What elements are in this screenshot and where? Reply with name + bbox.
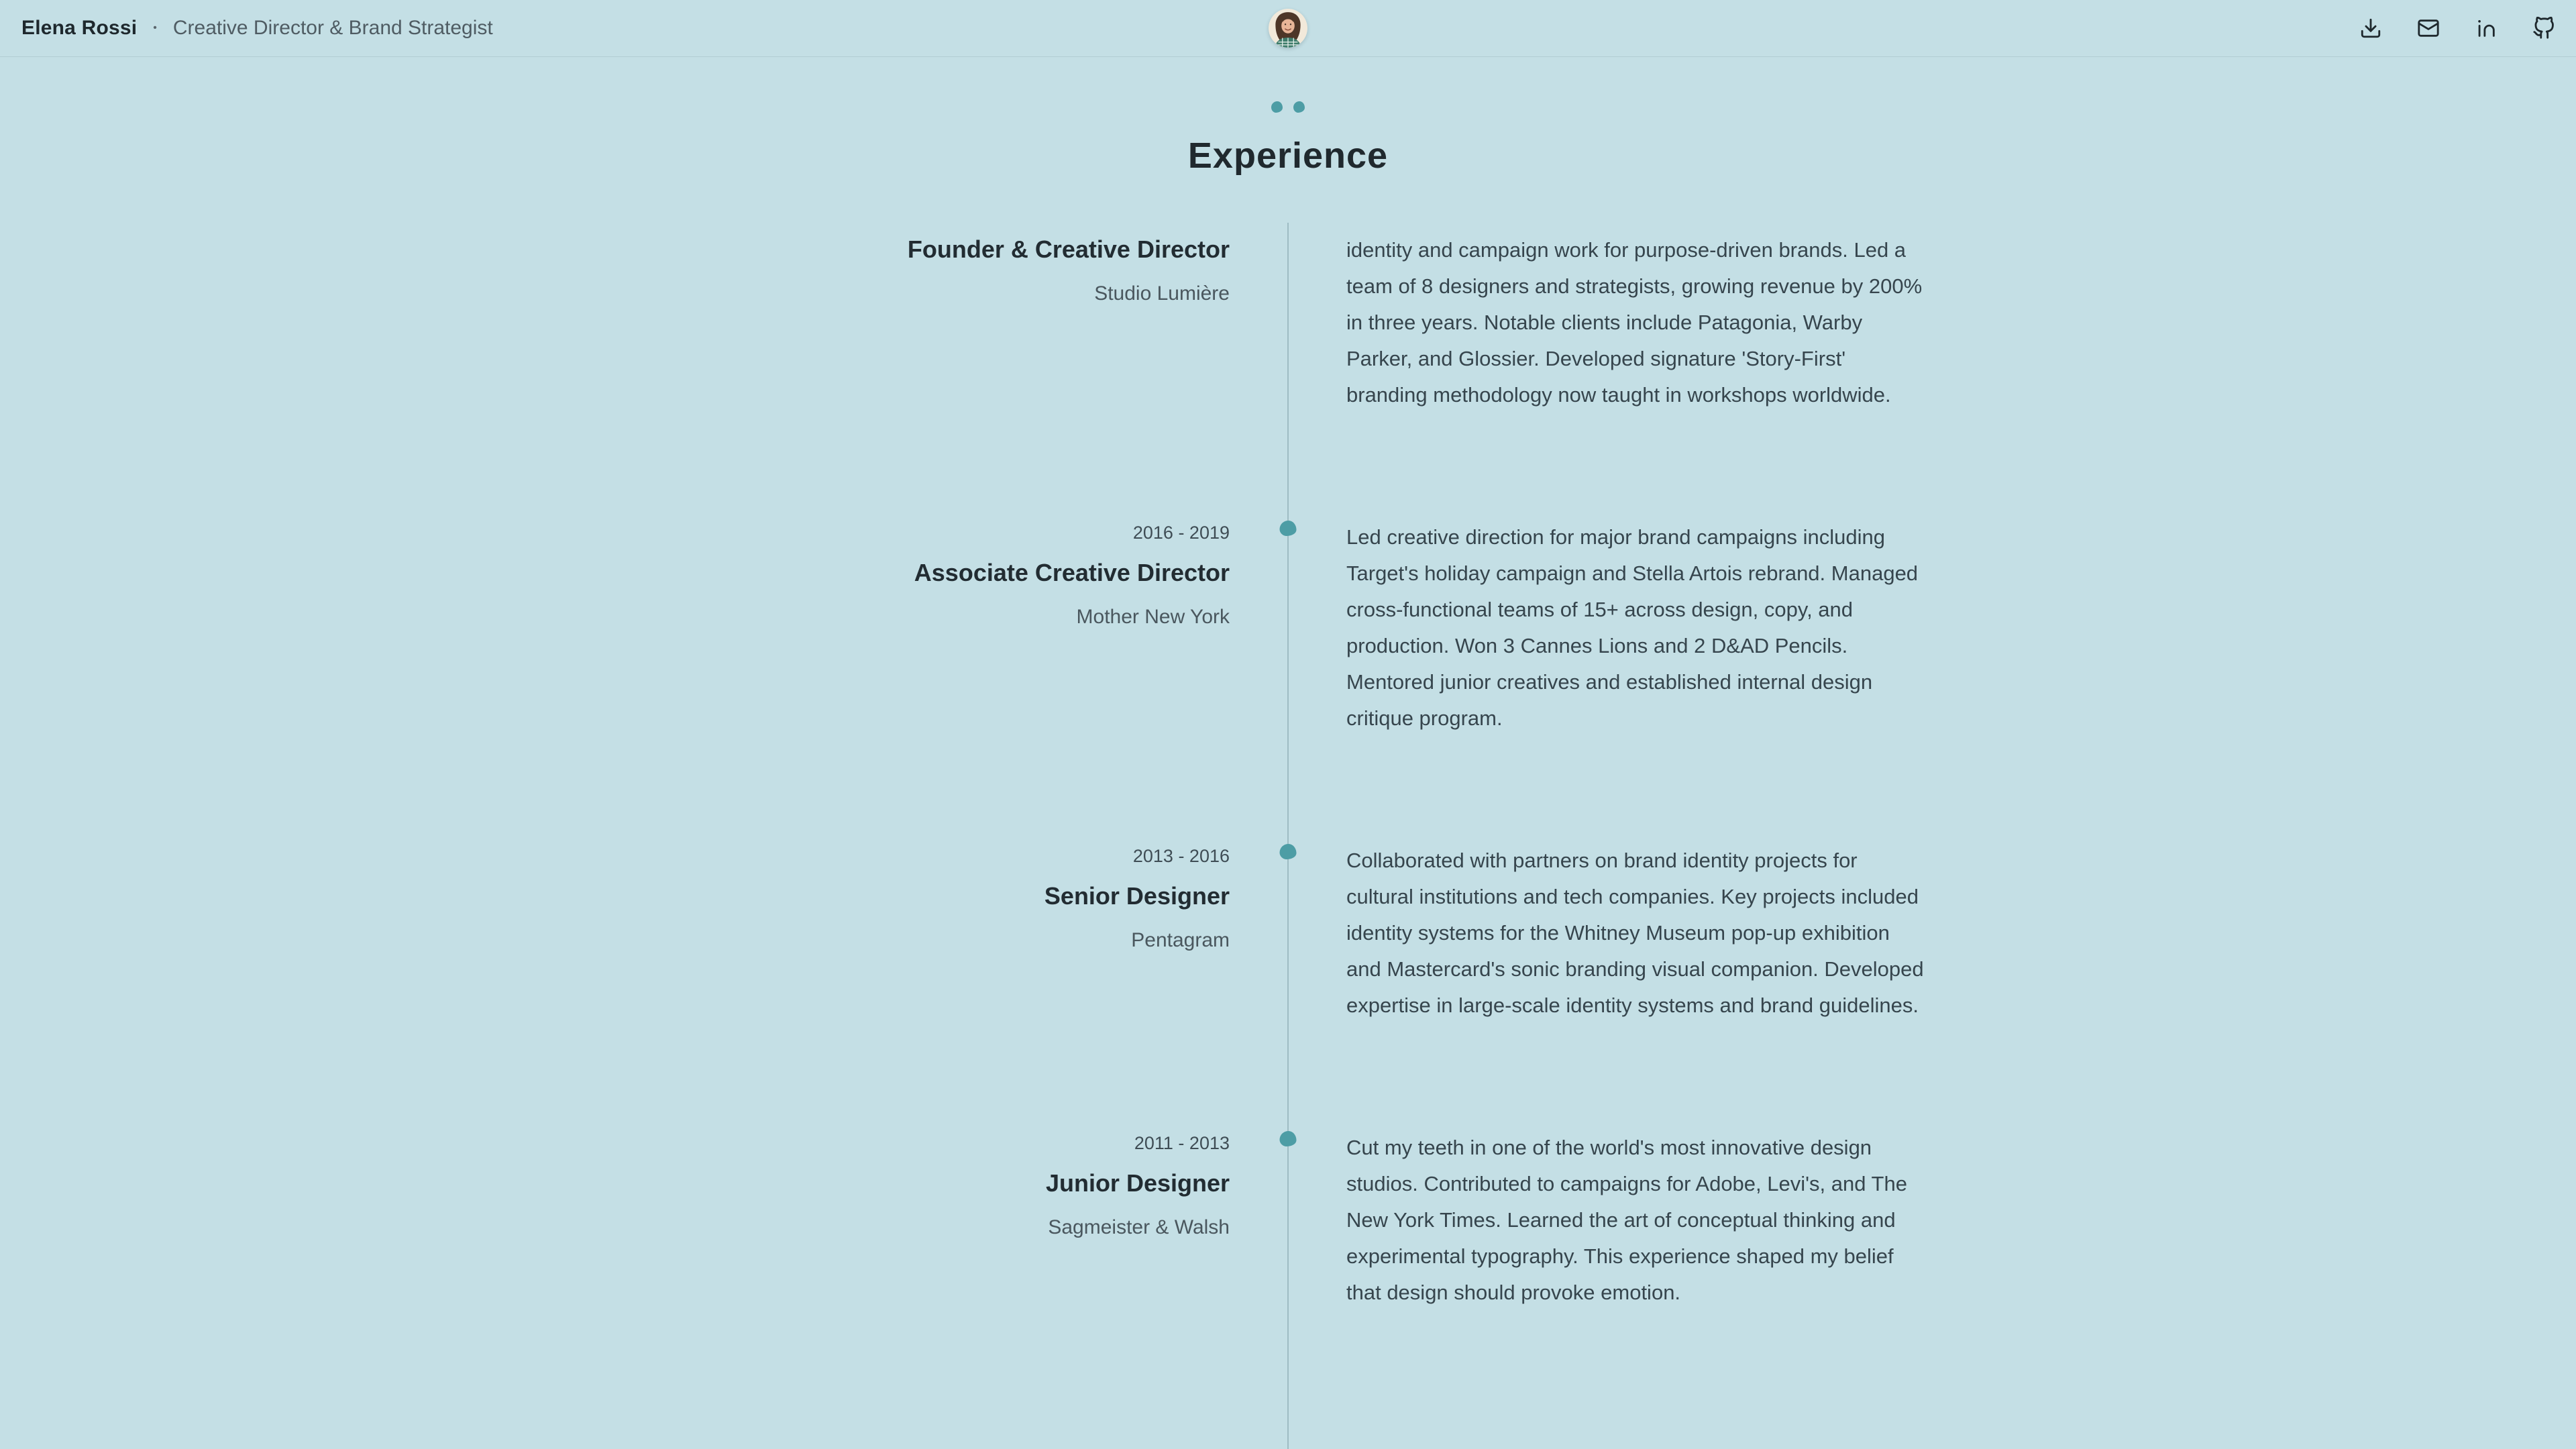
entry-dates: 2013 - 2016 xyxy=(1132,846,1230,866)
entry-dates xyxy=(649,196,1230,223)
entry-company: Studio Lumière xyxy=(1094,282,1230,305)
decorative-dot xyxy=(1293,101,1305,113)
entry-dates: 2011 - 2013 xyxy=(1134,1133,1230,1153)
mail-button[interactable] xyxy=(2412,12,2445,44)
entry-description: Led creative direction for major brand campaigns including Target's holiday campaign and Stella Artois rebrand. Managed cross-functional teams of 15+ across design, copy, and production. Won 3 Cannes Lions and 2 D&AD Pencils. Mentored junior creatives and established internal design critique program. xyxy=(1346,525,1919,730)
timeline xyxy=(649,196,1927,1311)
github-icon xyxy=(2532,17,2555,40)
entry-header xyxy=(649,843,1230,1024)
avatar[interactable] xyxy=(1269,9,1307,48)
entry-role: Associate Creative Director xyxy=(914,559,1230,586)
decorative-dot xyxy=(1271,101,1283,113)
section-title: Experience xyxy=(1187,136,1389,176)
timeline-dot xyxy=(1280,1131,1297,1146)
entry-company: Mother New York xyxy=(1076,606,1230,628)
timeline-dot xyxy=(1280,844,1297,859)
avatar-illustration xyxy=(1269,9,1307,48)
experience-entry xyxy=(649,519,1927,737)
experience-entry xyxy=(649,1130,1927,1311)
entry-description: Collaborated with partners on brand identity projects for cultural institutions and tech companies. Key projects included identity systems for the Whitney Museum pop-up exhibition and Mastercard's sonic branding visual companion. Developed expertise in large-scale identity systems and brand guidelines. xyxy=(1346,849,1924,1017)
linkedin-button[interactable] xyxy=(2470,12,2502,44)
download-button[interactable] xyxy=(2355,12,2387,44)
experience-entry xyxy=(649,196,1927,413)
entry-description: identity and campaign work for purpose-driven brands. Led a team of 8 designers and strategists, growing revenue by 200% in three years. Notable clients include Patagonia, Warby Parker, and Glossier. Developed signature 'Story-First' branding methodology now taught in workshops worldwide. xyxy=(1346,238,1923,407)
entry-timeline-cell xyxy=(1230,1130,1346,1311)
header xyxy=(0,0,2576,57)
mail-icon xyxy=(2417,17,2440,40)
decorative-dots xyxy=(0,101,2576,113)
entry-company: Sagmeister & Walsh xyxy=(1048,1216,1230,1238)
github-button[interactable] xyxy=(2528,12,2560,44)
timeline-dot xyxy=(1280,521,1297,536)
header-actions xyxy=(2355,12,2560,44)
entry-role: Junior Designer xyxy=(1045,1169,1230,1197)
entry-timeline-cell xyxy=(1230,519,1346,737)
entry-header xyxy=(649,519,1230,737)
profile-name: Elena Rossi xyxy=(21,17,138,39)
entry-header xyxy=(649,196,1230,413)
profile-role: Creative Director & Brand Strategist xyxy=(172,17,493,39)
entry-role: Founder & Creative Director xyxy=(907,235,1230,263)
entry-description: Cut my teeth in one of the world's most innovative design studios. Contributed to campaigns for Adobe, Levi's, and The New York Times. Learned the art of conceptual thinking and experimental typography. This experience shaped my belief that design should provoke emotion. xyxy=(1346,1136,1907,1304)
experience-entry xyxy=(649,843,1927,1024)
header-separator-dot: • xyxy=(153,22,157,34)
entry-header xyxy=(649,1130,1230,1311)
entry-timeline-cell xyxy=(1230,843,1346,1024)
entry-dates: 2016 - 2019 xyxy=(1132,523,1230,543)
download-icon xyxy=(2359,17,2382,40)
brand xyxy=(21,17,493,40)
entry-role: Senior Designer xyxy=(1044,882,1230,910)
linkedin-icon xyxy=(2475,17,2498,40)
entry-company: Pentagram xyxy=(1131,929,1230,951)
entry-timeline-cell xyxy=(1230,196,1346,413)
